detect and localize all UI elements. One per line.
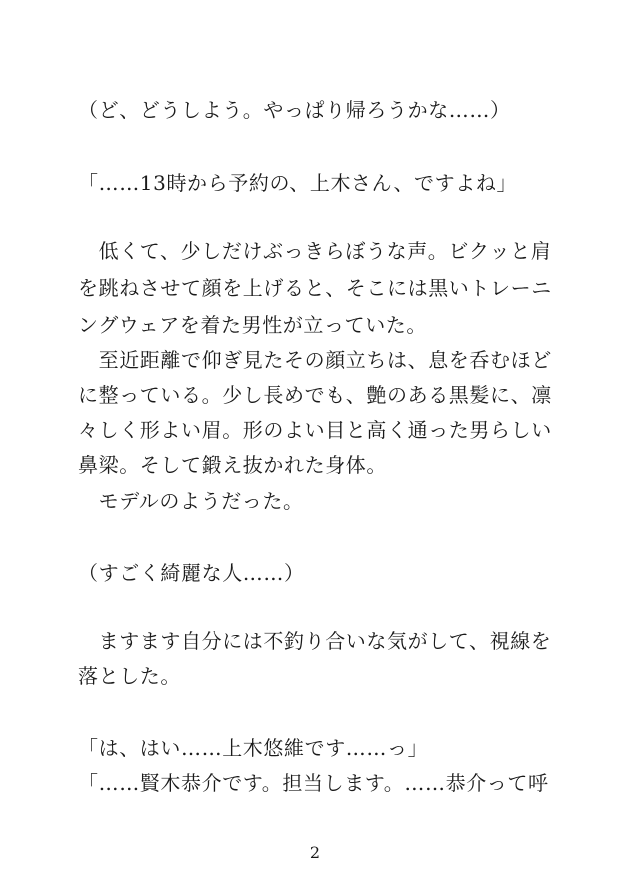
text-line: 「……賢木恭介です。担当します。……恭介って呼: [78, 771, 549, 795]
text-line: ングウェアを着た男性が立っていた。: [78, 313, 427, 337]
text-line: 「は、はい……上木悠維です……っ」: [78, 736, 429, 760]
text-line: 「……13時から予約の、上木さん、ですよね」: [78, 171, 518, 195]
text-line: に整っている。少し長めでも、艶のある黒髪に、凛: [78, 383, 552, 407]
text-line: ますます自分には不釣り合いな気がして、視線を: [78, 629, 552, 653]
text-line: 至近距離で仰ぎ見たその顔立ちは、息を呑むほど: [78, 348, 552, 372]
text-line: 低くて、少しだけぶっきらぼうな声。ビクッと肩: [78, 239, 552, 263]
text-line: 々しく形よい眉。形のよい目と高く通った男らしい: [78, 418, 552, 442]
text-line: を跳ねさせて顔を上げると、そこには黒いトレーニ: [78, 276, 552, 300]
text-line: （すごく綺麗な人……）: [78, 561, 305, 585]
text-line: 落とした。: [78, 664, 181, 688]
text-line: 鼻梁。そして鍛え抜かれた身体。: [78, 453, 387, 477]
text-line: モデルのようだった。: [78, 489, 304, 513]
page-number: 2: [309, 843, 321, 862]
text-line: （ど、どうしよう。やっぱり帰ろうかな……）: [78, 98, 511, 122]
